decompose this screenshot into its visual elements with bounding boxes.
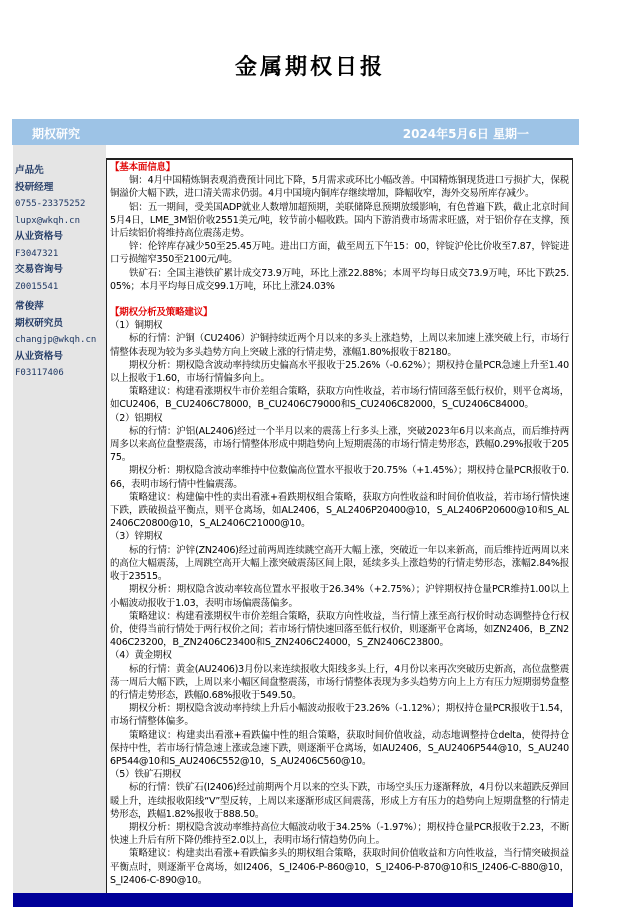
gold-market: 标的行情：黄金(AU2406)3月份以来连续报收大阳线多头上行，4月份以来再次突破历史新高，高位盘整震荡一周后大幅下跌，上周以来小幅区间盘整震荡，市场行情整体表现为多头趋势方向上上方有压力短期弱势盘整的行情走势形态，跌幅0.68%报收于549.50。 <box>110 663 569 701</box>
page-title: 金属期权日报 <box>234 54 385 80</box>
iron-ore-section-title: （5）铁矿石期权 <box>110 769 181 781</box>
header-banner <box>12 119 579 145</box>
author-role: 投研经理 <box>15 181 54 193</box>
footer-bar <box>13 893 573 907</box>
copper-section-title: （1）铜期权 <box>110 320 163 332</box>
consult-label: 交易咨询号 <box>15 264 63 275</box>
author-email[interactable]: lupx@wkqh.cn <box>15 215 81 226</box>
author-name: 常俊萍 <box>15 301 44 312</box>
aluminum-option-analysis: 期权分析：期权隐含波动率维持中位数偏高位置水平报收于20.75%（+1.45%）；期权持仓量PCR报收于0.66，表明市场行情中性偏震荡。 <box>110 465 569 490</box>
fundamentals-heading: 【基本面信息】 <box>110 162 176 173</box>
gold-option-analysis: 期权分析：期权隐含波动率持续上升后小幅波动报收于23.26%（-1.12%）；期权持仓量PCR报收于1.54，市场行情整体偏多。 <box>110 703 569 728</box>
aluminum-section-title: （2）铝期权 <box>110 412 163 424</box>
zinc-section-title: （3）锌期权 <box>110 531 163 543</box>
author-name: 卢品先 <box>15 165 44 176</box>
copper-fundamentals: 铜：4月中国精炼铜表观消费预计同比下降，5月需求或环比小幅改善。中国精炼铜现货进口亏损扩大，保税铜溢价大幅下跌，进口清关需求仍弱。4月中国境内铜库存继续增加，降幅收窄，海外交易所库存减少。 <box>110 175 569 200</box>
author-email[interactable]: changjp@wkqh.cn <box>15 335 97 345</box>
license-number: F3047321 <box>15 248 59 259</box>
iron-ore-market: 标的行情：铁矿石(I2406)经过前期两个月以来的空头下跌，市场空头压力逐渐释放，4月份以来超跌反弹回暖上升，连续报收阳线“V”型反转，上周以来逐渐形成区间震荡，形成上方有压力的趋势向上短期盘整的行情走势形态，跌幅1.82%报收于888.50。 <box>110 782 569 820</box>
zinc-fundamentals: 锌：伦锌库存减少50至25.45万吨。进出口方面，截至周五下午15：00，锌锭沪伦比价收至7.87，锌锭进口亏损缩窄350至2100元/吨。 <box>110 241 569 266</box>
gold-strategy: 策略建议：构建卖出看涨+看跌偏中性的组合策略，获取时间价值收益，动态地调整持仓delta，使得持仓保持中性，若市场行情急速上涨或急速下跌，则逐渐平仓离场，如AU2406，S_AU2406P544@10，S_AU2406P544@10和S_AU2406C552@10，S_AU2406C560@10。 <box>110 729 569 767</box>
section-label: 期权研究 <box>32 127 81 141</box>
author-phone: 0755-23375252 <box>15 199 86 209</box>
iron-ore-option-analysis: 期权分析：期权隐含波动率维持高位大幅波动收于34.25%（-1.97%）；期权持仓量PCR报收于2.23，不断快速上升后有所下降仍维持至2.0以上，表明市场行情趋势仍向上。 <box>110 821 569 847</box>
aluminum-strategy: 策略建议：构建偏中性的卖出看涨+看跌期权组合策略，获取方向性收益和时间价值收益，若市场行情快速下跌，跌破损益平衡点，则平仓离场，如AL2406，S_AL2406P20400@10，S_AL2406P20600@10和S_AL2406C20800@10，S_AL2406C21000@10。 <box>110 491 569 530</box>
copper-option-analysis: 期权分析：期权隐含波动率持续历史偏高水平报收于25.26%（-0.62%）；期权持仓量PCR急速上升至1.40以上报收于1.60，市场行情偏多向上。 <box>110 359 569 385</box>
consult-number: Z0015541 <box>15 281 59 292</box>
report-body <box>106 158 573 893</box>
author-contact <box>15 163 85 295</box>
copper-market: 标的行情：沪铜（CU2406）沪铜持续近两个月以来的多头上涨趋势，上周以来加速上涨突破上行，市场行情整体表现为较为多头趋势方向上突破上涨的行情走势，涨幅1.80%报收于82180。 <box>110 333 569 358</box>
gold-section-title: （4）黄金期权 <box>110 650 172 662</box>
author-role: 期权研究员 <box>15 317 63 329</box>
analysis-heading: 【期权分析及策略建议】 <box>110 307 213 319</box>
iron-ore-strategy: 策略建议：构建卖出看涨+看跌偏多头的期权组合策略，获取时间价值收益和方向性收益，当行情突破损益平衡点时，则逐渐平仓离场，如I2406，S_I2406-P-860@10，S_I2406-P-870@10和S_I2406-C-880@10，S_I2406-C-890@10。 <box>110 848 569 886</box>
license-label: 从业资格号 <box>15 231 63 242</box>
zinc-option-analysis: 期权分析：期权隐含波动率较高位置水平报收于26.34%（+2.75%）；沪锌期权持仓量PCR维持1.00以上小幅波动报收于1.03，表明市场偏震荡偏多。 <box>110 584 569 609</box>
author-contact <box>15 299 96 382</box>
report-layout <box>13 145 573 907</box>
license-number: F03117406 <box>15 368 64 378</box>
iron-ore-fundamentals: 铁矿石：全国主港铁矿累计成交73.9万吨，环比上涨22.88%；本周平均每日成交73.9万吨，环比下跌25.05%；本月平均每日成交99.1万吨，环比上涨24.03% <box>110 267 569 292</box>
aluminum-fundamentals: 铝：五一期间，受美国ADP就业人数增加超预期，美联储降息预期放缓影响，有色普遍下跌，截止北京时间5月4日，LME_3M铝价收2551美元/吨，较节前小幅收跌。国内下游消费市场需求旺盛，对于铝价存在支撑，预计后续铝价将维持高位震荡走势。 <box>110 201 569 240</box>
aluminum-market: 标的行情：沪铝(AL2406)经过一个半月以来的震荡上行多头上涨，突破2023年6月以来高点，而后维持两周多以来高位盘整震荡，市场行情整体形成中期趋势向上短期震荡的市场行情走势形态，跌幅0.29%报收于20575。 <box>110 425 569 464</box>
zinc-strategy: 策略建议：构建看涨期权牛市价差组合策略，获取方向性收益，当行情上涨至高行权价时动态调整持仓行权价，使得当前行情处于两行权价之间；若市场行情快速回落至低行权价，则逐渐平仓离场，如ZN2406，B_ZN2406C23200，B_ZN2406C23400和S_ZN2406C24000，S_ZN2406C23800。 <box>110 610 569 649</box>
report-date: 2024年5月6日 星期一 <box>402 127 529 141</box>
zinc-market: 标的行情：沪锌(ZN2406)经过前两周连续跳空高开大幅上涨，突破近一年以来新高，而后维持近两周以来的高位大幅震荡，上周跳空高开大幅上涨突破震荡区间上限，延续多头上涨趋势的行情走势形态，涨幅2.84%报收于23515。 <box>110 544 569 583</box>
author-sidebar <box>13 145 106 893</box>
copper-strategy: 策略建议：构建看涨期权牛市价差组合策略，获取方向性收益，若市场行情回落至低行权价，则平仓离场，如CU2406，B_CU2406C78000，B_CU2406C79000和S_CU2406C82000，S_CU2406C84000。 <box>110 386 569 411</box>
license-label: 从业资格号 <box>15 350 63 362</box>
